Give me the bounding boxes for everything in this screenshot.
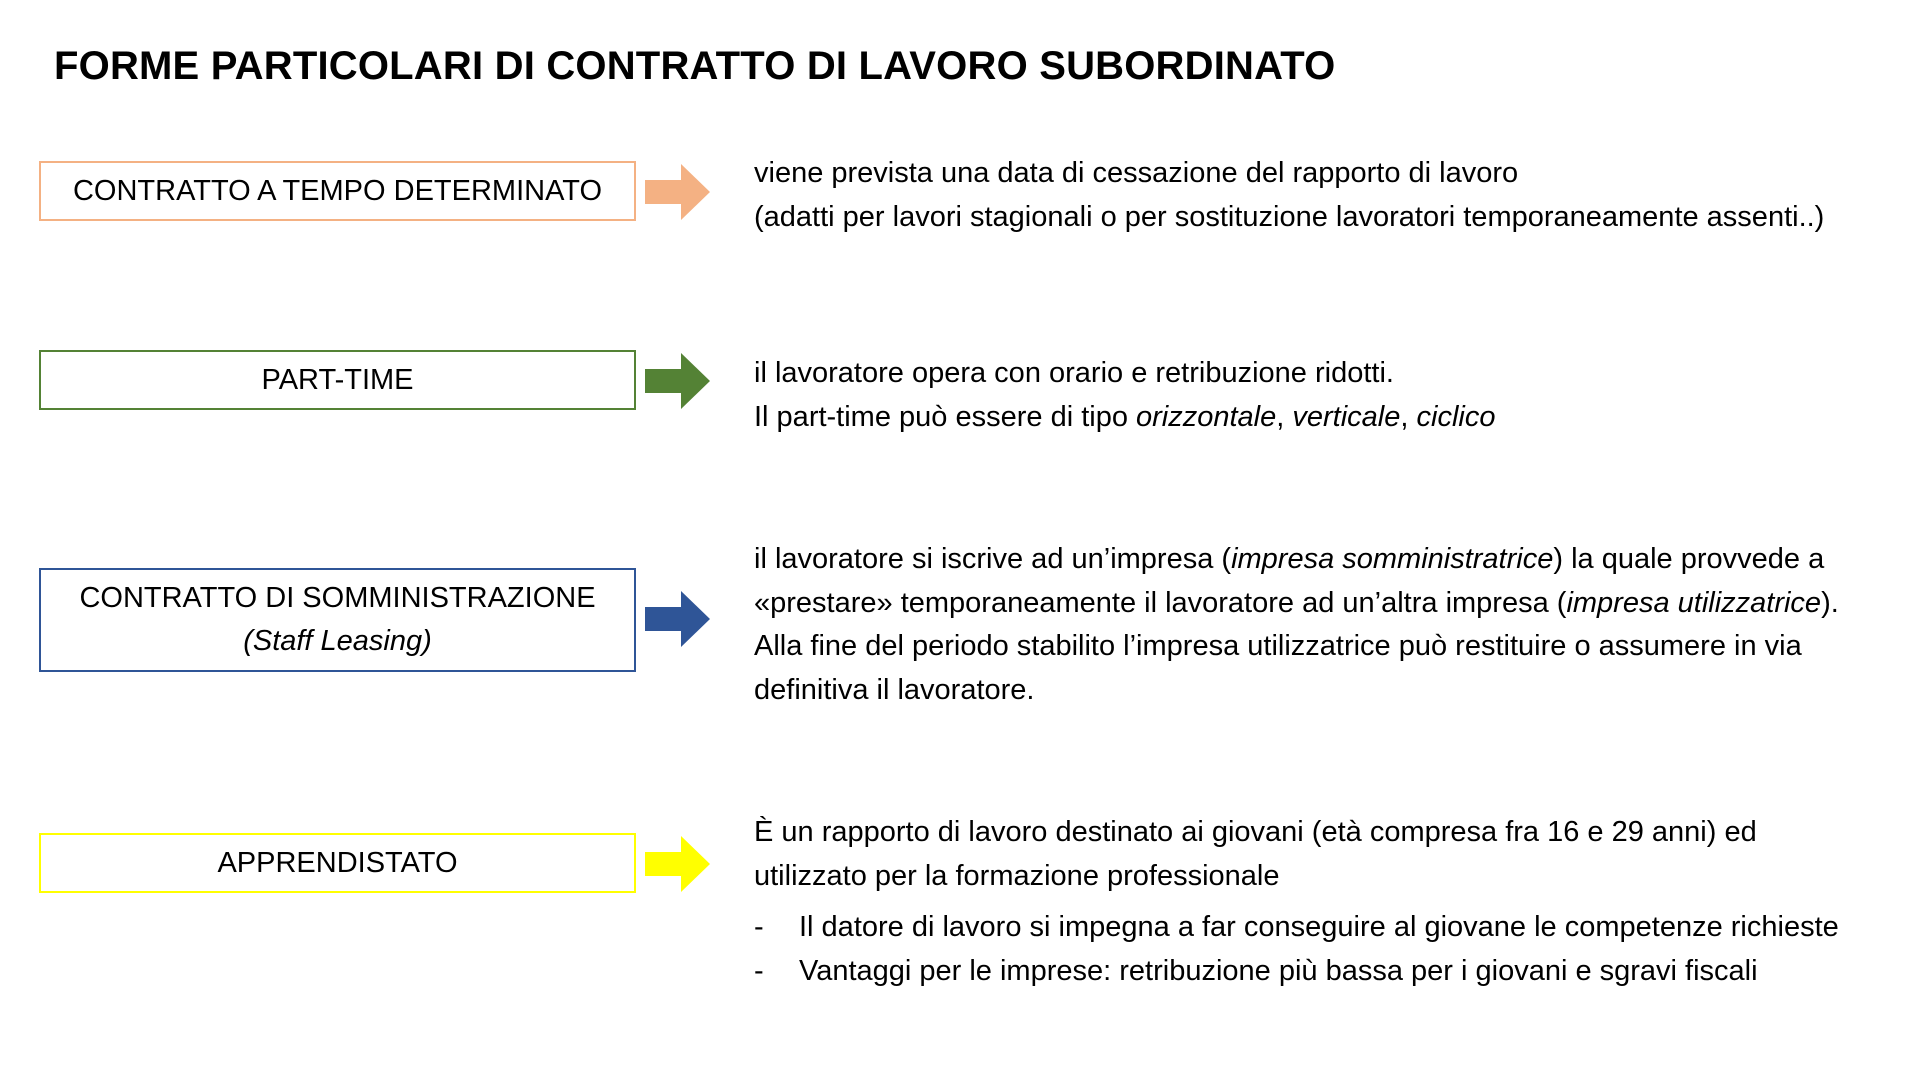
description-tempo-determinato (754, 152, 1874, 239)
list-item: - Vantaggi per le imprese: retribuzione più bassa per i giovani e sgravi fiscali (754, 950, 1874, 994)
arrow-shape (645, 591, 710, 647)
contract-box-part-time (39, 350, 636, 410)
contract-label: CONTRATTO DI SOMMINISTRAZIONE (79, 582, 596, 614)
contract-label: PART-TIME (261, 363, 414, 396)
list-item: - Il datore di lavoro si impegna a far conseguire al giovane le competenze richieste (754, 906, 1874, 950)
arrow-right-icon (645, 351, 710, 411)
bullet-marker: - (754, 911, 764, 943)
description-part-time (754, 352, 1874, 439)
contract-label: CONTRATTO A TEMPO DETERMINATO (72, 174, 603, 207)
description-paragraph: il lavoratore si iscrive ad un’impresa (impresa somministratrice) la quale provvede a «prestare» temporaneamente il lavoratore ad un’altra impresa (impresa utilizzatrice). (754, 543, 1839, 619)
description-line: il lavoratore opera con orario e retribuzione ridotti. (754, 357, 1394, 389)
contract-box-tempo-determinato (39, 161, 636, 221)
description-line: Il part-time può essere di tipo orizzontale, verticale, ciclico (754, 400, 1496, 433)
contract-label: APPRENDISTATO (217, 846, 458, 879)
description-apprendistato (754, 811, 1874, 993)
description-paragraph: È un rapporto di lavoro destinato ai giovani (età compresa fra 16 e 29 anni) ed utilizzato per la formazione professionale (754, 816, 1757, 892)
bullet-list (754, 906, 1874, 993)
part-time-type: orizzontale (1136, 400, 1277, 433)
contract-box-somministrazione (39, 568, 636, 672)
arrow-right-icon (645, 834, 710, 894)
part-time-type: verticale (1292, 400, 1401, 433)
arrow-shape (645, 353, 710, 409)
description-line: viene prevista una data di cessazione del rapporto di lavoro (754, 157, 1519, 189)
contract-box-apprendistato (39, 833, 636, 893)
contract-sublabel: (Staff Leasing) (243, 625, 432, 657)
page-title: FORME PARTICOLARI DI CONTRATTO DI LAVORO SUBORDINATO (54, 44, 1336, 88)
bullet-marker: - (754, 954, 764, 987)
part-time-type: ciclico (1416, 400, 1496, 433)
description-paragraph: Alla fine del periodo stabilito l’impresa utilizzatrice può restituire o assumere in via definitiva il lavoratore. (754, 630, 1802, 706)
description-somministrazione (754, 538, 1874, 712)
arrow-shape (645, 164, 710, 220)
arrow-right-icon (645, 589, 710, 649)
description-line: (adatti per lavori stagionali o per sostituzione lavoratori temporaneamente assenti..) (754, 200, 1825, 233)
arrow-shape (645, 836, 710, 892)
arrow-right-icon (645, 162, 710, 222)
